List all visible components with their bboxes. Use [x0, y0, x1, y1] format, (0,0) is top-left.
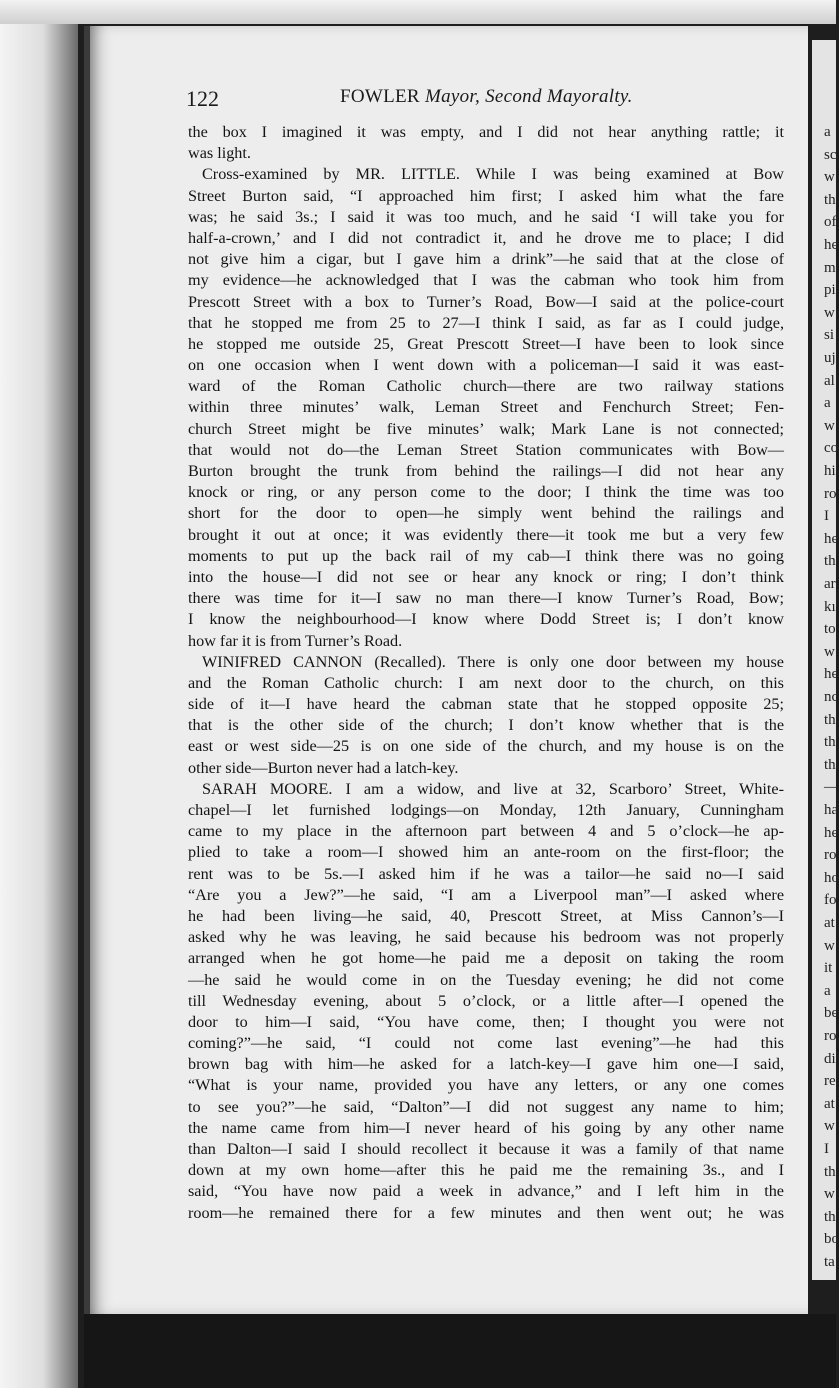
text-line: room—he remained there for a few minutes and then went out; he was — [188, 1203, 784, 1222]
text-line: down at my own home—after this he paid me the remaining 3s., and I — [188, 1161, 784, 1180]
facing-page-fragment: th — [824, 756, 836, 773]
text-line: brought it out at once; it was evidently there—it took me but a very few — [188, 525, 784, 544]
facing-page-fragment: a — [824, 395, 831, 412]
facing-page-fragment: at — [824, 915, 835, 931]
text-line: half-a-crown,’ and I did not contradict it, and he drove me to place; I did — [188, 228, 784, 247]
text-line: WINIFRED CANNON (Recalled). There is only one door between my house — [202, 652, 784, 671]
scan-left-margin — [0, 24, 78, 1388]
facing-page-fragment: I — [824, 508, 829, 525]
facing-page-fragment: w — [824, 304, 835, 321]
text-line: that would not do—the Leman Street Station communicates with Bow— — [188, 440, 784, 459]
facing-page-fragment: — — [824, 779, 839, 796]
facing-page-edge — [812, 40, 839, 1280]
facing-page-fragment: a — [824, 124, 831, 140]
facing-page-fragment: di — [824, 1050, 836, 1067]
text-line: and the Roman Catholic church: I am next door to the church, on this — [188, 673, 784, 692]
text-line: rent was to be 5s.—I asked him if he was a tailor—he said no—I said — [188, 864, 784, 883]
facing-page-fragment: he — [824, 666, 839, 683]
text-line: —he said he would come in on the Tuesday evening; he did not come — [188, 970, 784, 989]
scan-top-edge — [0, 0, 836, 24]
facing-page-fragment: w — [824, 169, 835, 186]
text-line: arranged when he got home—he paid me a deposit on taking the room — [188, 949, 784, 968]
text-line: not give him a cigar, but I gave him a drink”—he said that at the close of — [188, 250, 784, 269]
text-line: the box I imagined it was empty, and I did not hear anything rattle; it — [188, 123, 784, 141]
text-line: Burton brought the trunk from behind the railings—I did not hear any — [188, 462, 784, 480]
text-line: to see you?”—he said, “Dalton”—I did not suggest any name to him; — [188, 1097, 784, 1116]
facing-page-fragment: th — [824, 191, 836, 208]
facing-page-fragment: ro — [824, 847, 837, 864]
scan-bottom-edge — [84, 1314, 836, 1388]
facing-page-fragment: he — [824, 530, 839, 547]
running-head-name: FOWLER — [340, 86, 420, 107]
facing-page-fragment: co — [824, 440, 839, 457]
facing-page-fragment: th — [824, 734, 836, 751]
facing-page-fragment: m — [824, 259, 836, 276]
text-line: came to my place in the afternoon part between 4 and 5 o’clock—he ap- — [188, 822, 784, 841]
running-head-title: Mayor, Second Mayoralty. — [419, 86, 633, 107]
facing-page-fragment: bo — [824, 1231, 839, 1248]
facing-page-fragment: kı — [824, 598, 836, 615]
facing-page-fragment: a — [824, 982, 831, 999]
facing-page-fragment: ro — [824, 485, 837, 502]
facing-page-fragment: nc — [824, 689, 839, 705]
facing-page-fragment: w — [824, 643, 835, 660]
facing-page-fragment: th — [824, 553, 836, 570]
text-line: knock or ring, or any person come to the door; I think the time was too — [188, 483, 784, 502]
facing-page-fragment: ho — [824, 869, 839, 886]
facing-page-fragment: I — [824, 1141, 829, 1157]
text-line: my evidence—he acknowledged that I was the cabman who took him from — [188, 271, 784, 290]
text-line: chapel—I let furnished lodgings—on Monday, 12th January, Cunningham — [188, 801, 784, 819]
facing-page-fragment: re — [824, 1073, 836, 1090]
text-line: ward of the Roman Catholic church—there are two railway stations — [188, 377, 784, 396]
text-line: Street Burton said, “I approached him first; I asked him what the fare — [188, 186, 784, 205]
text-line: short for the door to open—he simply went behind the railings and — [188, 504, 784, 523]
text-line: “What is your name, provided you have any letters, or any one comes — [188, 1076, 784, 1095]
text-line: “Are you a Jew?”—he said, “I am a Liverpool man”—I asked where — [188, 885, 784, 904]
facing-page-fragment: w — [824, 417, 835, 434]
text-line: he stopped me outside 25, Great Prescott Street—I have been to look since — [188, 334, 784, 353]
text-line: that he stopped me from 25 to 27—I think I said, as far as I could judge, — [188, 313, 784, 332]
text-line: I know the neighbourhood—I know where Dodd Street is; I don’t know — [188, 610, 784, 629]
facing-page-fragment: uj — [824, 350, 836, 366]
text-line: how far it is from Turner’s Road. — [188, 631, 403, 650]
text-line: church Street might be five minutes’ walk; Mark Lane is not connected; — [188, 419, 784, 438]
text-line: asked why he was leaving, he said because his bedroom was not properly — [188, 928, 784, 947]
text-line: than Dalton—I said I should recollect it because it was a family of that name — [188, 1140, 784, 1158]
text-line: Prescott Street with a box to Turner’s Road, Bow—I said at the police-court — [188, 292, 784, 311]
facing-page-fragment: of — [824, 214, 837, 231]
text-line: said, “You have now paid a week in advance,” and I left him in the — [188, 1182, 784, 1201]
text-line: was; he said 3s.; I said it was too much, and he said ‘I will take you for — [188, 207, 784, 226]
facing-page-fragment: it — [824, 960, 833, 977]
text-line: on one occasion when I went down with a policeman—I said it was east- — [188, 356, 784, 375]
facing-page-fragment: ar — [824, 576, 836, 592]
facing-page-fragment: he — [824, 237, 839, 253]
facing-page-fragment: th — [824, 711, 836, 728]
text-line: coming?”—he said, “I could not come last evening”—he had this — [188, 1034, 784, 1053]
text-line: that is the other side of the church; I don’t know whether that is the — [188, 716, 784, 735]
facing-page-fragment: to — [824, 621, 836, 638]
text-line: other side—Burton never had a latch-key. — [188, 758, 459, 777]
text-line: SARAH MOORE. I am a widow, and live at 32, Scarboro’ Street, White- — [202, 779, 784, 798]
text-line: east or west side—25 is on one side of the church, and my house is on the — [188, 737, 784, 756]
text-line: Cross-examined by MR. LITTLE. While I was being examined at Bow — [202, 165, 784, 184]
text-line: there was time for it—I saw no man there—I know Turner’s Road, Bow; — [188, 589, 784, 608]
facing-page-fragment: al — [824, 372, 835, 389]
text-line: door to him—I said, “You have come, then; I thought you were not — [188, 1012, 784, 1031]
text-line: into the house—I did not see or hear any knock or ring; I don’t think — [188, 567, 784, 586]
facing-page-fragment: w — [824, 937, 835, 954]
facing-page-fragment: w — [824, 1118, 835, 1135]
facing-page-fragment: hi — [824, 463, 836, 479]
facing-page-fragment: sc — [824, 146, 837, 163]
facing-page-fragment: at — [824, 1095, 835, 1112]
facing-page-fragment: ha — [824, 802, 839, 818]
facing-page-fragment: ta — [824, 1254, 835, 1270]
text-line: was light. — [188, 144, 251, 163]
facing-page-fragment: ro — [824, 1028, 837, 1044]
facing-page-fragment: he — [824, 824, 839, 841]
page-number: 122 — [186, 86, 219, 111]
facing-page-fragment: th — [824, 1208, 836, 1225]
facing-page-fragment: th — [824, 1163, 836, 1180]
running-head — [340, 86, 633, 108]
text-line: within three minutes’ walk, Leman Street and Fenchurch Street; Fen- — [188, 398, 784, 417]
facing-page-fragment: si — [824, 327, 835, 344]
text-line: he had been living—he said, 40, Prescott Street, at Miss Cannon’s—I — [188, 906, 784, 925]
facing-page-fragment: w — [824, 1186, 835, 1203]
text-line: till Wednesday evening, about 5 o’clock, or a little after—I opened the — [188, 991, 784, 1010]
text-line: side of it—I have heard the cabman state that he stopped opposite 25; — [188, 695, 784, 714]
text-line: plied to take a room—I showed him an ante-room on the first-floor; the — [188, 843, 784, 862]
text-line: moments to put up the back rail of my cab—I think there was no going — [188, 546, 784, 565]
page-body-text — [188, 122, 784, 1224]
text-line: the name came from him—I never heard of his going by any other name — [188, 1118, 784, 1137]
facing-page-fragment: be — [824, 1005, 839, 1022]
facing-page-fragment: fo — [824, 892, 837, 909]
text-line: brown bag with him—he asked for a latch-key—I gave him one—I said, — [188, 1055, 784, 1074]
facing-page-fragment: pi — [824, 282, 836, 299]
